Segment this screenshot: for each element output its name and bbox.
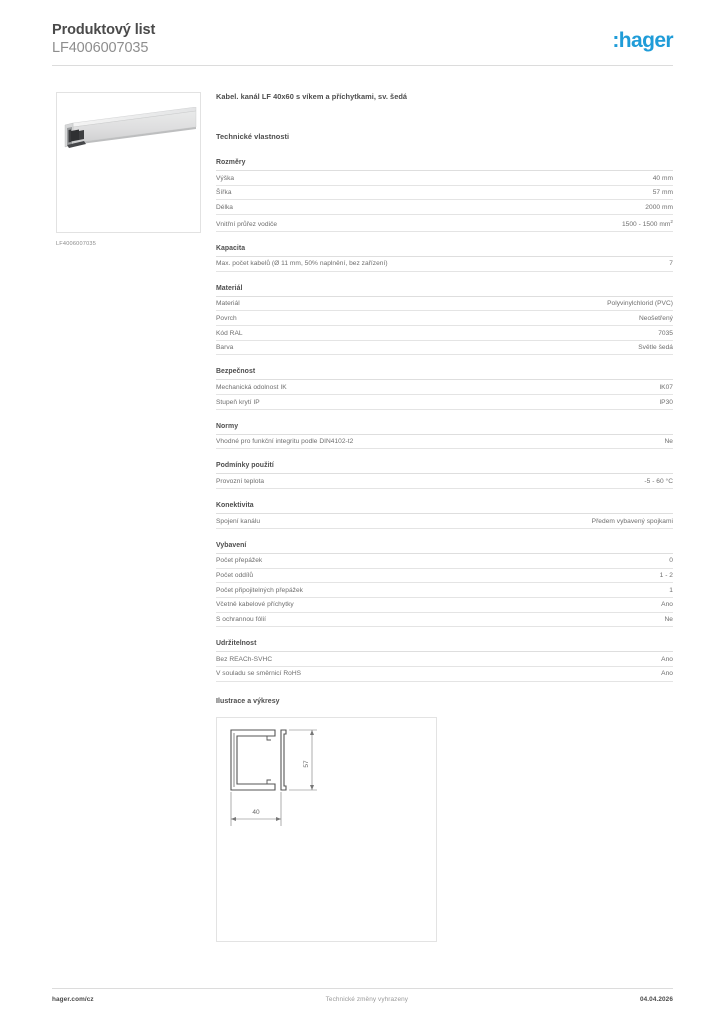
spec-row [216, 186, 673, 201]
spec-sections [216, 159, 673, 682]
spec-label: Materiál [216, 300, 240, 308]
spec-label: Povrch [216, 314, 237, 322]
spec-row [216, 474, 673, 489]
spec-row [216, 257, 673, 272]
illustrations-section [216, 698, 673, 942]
footer-disclaimer: Technické změny vyhrazeny [325, 996, 409, 1003]
spec-label: Délka [216, 203, 234, 211]
spec-row [216, 297, 673, 312]
spec-value: Polyvinylchlorid (PVC) [607, 300, 673, 308]
spec-label: V souladu se směrnicí RoHS [216, 670, 302, 678]
spec-value: 1 - 2 [659, 572, 673, 579]
spec-label: Max. počet kabelů (Ø 11 mm, 50% naplnění, bez zařízení) [216, 260, 388, 268]
footer-website[interactable]: hager.com/cz [52, 996, 94, 1003]
spec-row [216, 326, 673, 341]
spec-value: 2000 mm [645, 203, 673, 211]
specifications-content [216, 92, 673, 942]
spec-value: 0 [669, 557, 673, 565]
header-divider [52, 65, 673, 66]
product-image-box [56, 92, 201, 233]
spec-section [216, 462, 673, 489]
spec-label: Spojení kanálu [216, 517, 261, 525]
spec-label: Kód RAL [216, 329, 243, 337]
spec-value: Ano [661, 655, 673, 663]
spec-label: Výška [216, 174, 235, 182]
footer-date: 04.04.2026 [640, 996, 673, 1003]
spec-row [216, 311, 673, 326]
spec-row [216, 598, 673, 613]
spec-label: Vnitřní průřez vodiče [216, 220, 278, 228]
product-figure [56, 92, 201, 247]
spec-value: IP30 [659, 398, 673, 406]
spec-value: 1500 - 1500 $mm^2$ [621, 218, 673, 228]
spec-section [216, 542, 673, 627]
spec-label: Bez REACh-SVHC [216, 655, 273, 663]
spec-section-title: Kapacita [216, 245, 673, 257]
spec-section-title: Udržitelnost [216, 640, 673, 652]
spec-label: Barva [216, 344, 234, 352]
spec-row [216, 341, 673, 356]
spec-value: 1 [669, 586, 673, 594]
spec-value: 7035 [658, 329, 673, 337]
spec-section [216, 368, 673, 409]
spec-label: Počet oddílů [216, 572, 254, 579]
spec-row [216, 171, 673, 186]
spec-label: Šířka [216, 189, 232, 197]
dimension-width-label: 40 [252, 808, 260, 816]
spec-value: IK07 [659, 383, 673, 391]
spec-section [216, 423, 673, 450]
spec-value: Neošetřený [638, 314, 673, 322]
spec-label: Počet přepážek [216, 557, 263, 565]
spec-section-title: Bezpečnost [216, 368, 673, 380]
spec-section-title: Konektivita [216, 502, 673, 514]
technical-drawing-box [216, 717, 437, 942]
page-subtitle-product-code: LF4006007035 [52, 40, 149, 56]
product-image-caption: LF4006007035 [56, 241, 97, 247]
spec-row [216, 514, 673, 529]
spec-label: Stupeň krytí IP [216, 398, 260, 406]
spec-label: Provozní teplota [216, 477, 265, 485]
illustrations-title: Ilustrace a výkresy [216, 697, 280, 705]
spec-label: S ochrannou fólií [216, 616, 266, 624]
spec-section [216, 640, 673, 681]
spec-row [216, 569, 673, 584]
spec-row [216, 435, 673, 450]
spec-row [216, 395, 673, 410]
spec-value: Ano [661, 670, 673, 678]
spec-row [216, 613, 673, 628]
page-title: Produktový list [52, 22, 156, 38]
spec-value: 7 [669, 260, 673, 268]
spec-row [216, 554, 673, 569]
spec-section-title: Vybavení [216, 542, 673, 554]
spec-section [216, 245, 673, 272]
spec-value: Ne [664, 616, 673, 624]
spec-row [216, 380, 673, 395]
footer-divider [52, 988, 673, 989]
product-name: Kabel. kanál LF 40x60 s víkem a příchytkami, sv. šedá [216, 92, 408, 101]
technical-properties-title: Technické vlastnosti [216, 132, 290, 141]
spec-value: Ne [664, 438, 673, 446]
spec-row [216, 667, 673, 682]
spec-section [216, 285, 673, 356]
spec-label: Mechanická odolnost IK [216, 383, 287, 391]
spec-label: Počet připojitelných přepážek [216, 586, 304, 594]
dimension-height-label: 57 [303, 760, 310, 768]
spec-row [216, 215, 673, 232]
spec-value: Světle šedá [638, 344, 673, 352]
hager-logo: :hager [612, 29, 673, 52]
spec-row [216, 583, 673, 598]
spec-label: Vhodné pro funkční integritu podle DIN4102-t2 [216, 438, 354, 446]
spec-value: Předem vybavený spojkami [591, 517, 673, 525]
spec-row [216, 652, 673, 667]
spec-row [216, 200, 673, 215]
spec-value: Ano [661, 601, 673, 609]
spec-value: -5 - 60 °C [644, 477, 673, 485]
spec-value: 40 mm [652, 174, 673, 182]
spec-section-title: Normy [216, 423, 673, 435]
spec-section-title: Materiál [216, 285, 673, 297]
spec-section [216, 159, 673, 232]
page-header [52, 22, 673, 66]
product-photo-trunking [63, 107, 197, 165]
spec-section-title: Podmínky použití [216, 462, 673, 474]
technical-drawing [217, 718, 438, 943]
spec-section [216, 502, 673, 529]
spec-value: 57 mm [652, 189, 673, 197]
spec-section-title: Rozměry [216, 159, 673, 171]
page-footer [52, 996, 673, 1003]
spec-label: Včetně kabelové příchytky [216, 601, 294, 609]
